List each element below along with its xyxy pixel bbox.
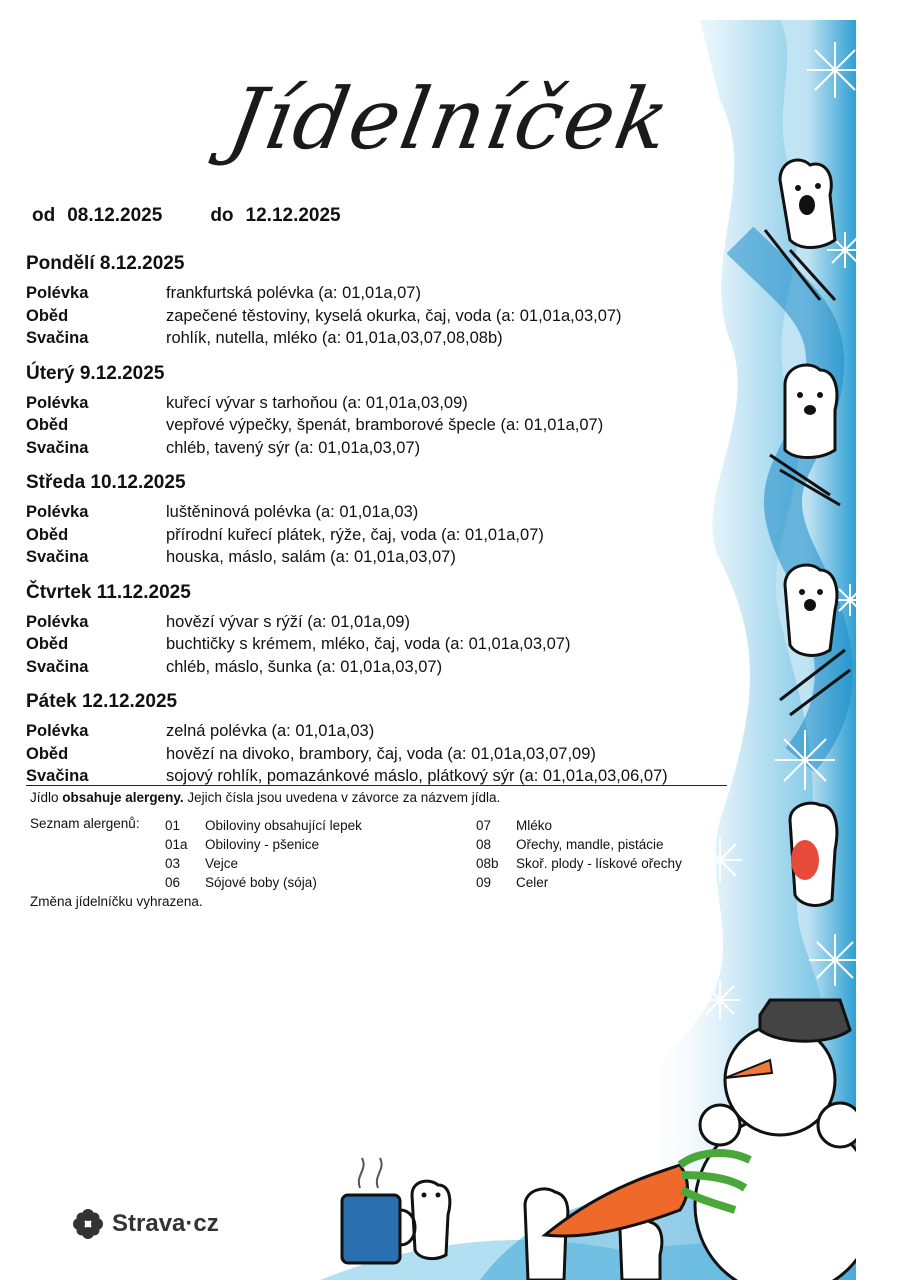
meal-label: Svačina	[26, 548, 89, 566]
allergen-name: Skoř. plody - lískové ořechy	[516, 856, 682, 871]
meal-text: hovězí vývar s rýží (a: 01,01a,09)	[166, 612, 410, 631]
allergen-item	[165, 873, 362, 892]
meal-text: chléb, tavený sýr (a: 01,01a,03,07)	[166, 438, 421, 457]
day-monday	[26, 250, 726, 350]
day-tuesday	[26, 360, 726, 460]
period-from-label: od	[32, 205, 56, 226]
meal-text: vepřové výpečky, špenát, bramborové špecle (a: 01,01a,07)	[166, 416, 604, 434]
meal-row	[26, 305, 726, 328]
allergen-code: 01a	[165, 837, 188, 852]
allergen-item	[476, 816, 682, 835]
allergen-name: Mléko	[516, 818, 553, 833]
meal-row	[26, 633, 726, 656]
day-thursday	[26, 579, 726, 679]
meal-text: buchtičky s krémem, mléko, čaj, voda (a: 01,01a,03,07)	[166, 635, 571, 653]
allergen-code: 09	[476, 875, 492, 890]
allergen-item	[476, 835, 682, 854]
meal-row	[26, 327, 726, 350]
period-to-date: 12.12.2025	[245, 205, 341, 226]
meal-row	[26, 501, 726, 524]
day-title: Čtvrtek 11.12.2025	[26, 581, 191, 603]
meal-row	[26, 414, 726, 437]
meal-row	[26, 743, 726, 766]
period-from-date: 08.12.2025	[67, 205, 163, 226]
allergen-name: Obiloviny obsahující lepek	[205, 818, 362, 833]
period-to-label: do	[210, 205, 234, 226]
day-title: Pátek 12.12.2025	[26, 691, 178, 712]
allergen-item	[165, 816, 362, 835]
allergen-note-suffix: Jejich čísla jsou uvedena v závorce za názvem jídla.	[183, 790, 501, 805]
meal-row	[26, 282, 726, 305]
allergen-name: Obiloviny - pšenice	[205, 837, 320, 852]
allergen-code: 03	[165, 856, 181, 871]
meal-label: Oběd	[26, 525, 69, 544]
day-title: Středa 10.12.2025	[26, 472, 186, 493]
meal-label: Svačina	[26, 767, 89, 785]
allergen-name: Ořechy, mandle, pistácie	[516, 837, 664, 852]
menu-period	[32, 205, 341, 227]
allergen-code: 08	[476, 837, 492, 852]
meal-row	[26, 611, 726, 634]
allergen-note	[30, 790, 500, 805]
day-friday	[26, 688, 726, 788]
day-title: Úterý 9.12.2025	[26, 362, 165, 384]
allergen-note-bold: obsahuje alergeny.	[62, 790, 184, 805]
meal-label: Svačina	[26, 657, 89, 676]
allergen-note-prefix: Jídlo	[30, 790, 63, 805]
allergen-code: 06	[165, 875, 181, 890]
meal-text: kuřecí vývar s tarhoňou (a: 01,01a,03,09)	[166, 393, 468, 412]
allergen-name: Vejce	[205, 856, 239, 871]
meal-text: přírodní kuřecí plátek, rýže, čaj, voda (a: 01,01a,07)	[166, 525, 544, 544]
meal-row	[26, 546, 726, 569]
meal-label: Svačina	[26, 329, 89, 347]
allergen-column-2	[476, 816, 682, 892]
day-title: Pondělí 8.12.2025	[26, 253, 185, 274]
allergen-column-1	[165, 816, 362, 892]
meal-label: Oběd	[26, 744, 69, 763]
meal-label: Oběd	[26, 416, 69, 434]
meal-text: zapečené těstoviny, kyselá okurka, čaj, voda (a: 01,01a,03,07)	[166, 306, 622, 325]
allergen-item	[476, 873, 682, 892]
meal-row	[26, 524, 726, 547]
meal-text: houska, máslo, salám (a: 01,01a,03,07)	[166, 548, 456, 566]
meal-label: Polévka	[26, 612, 89, 631]
meal-label: Polévka	[26, 393, 89, 412]
allergen-name: Celer	[516, 875, 549, 890]
meal-label: Polévka	[26, 284, 89, 302]
divider	[26, 785, 727, 786]
change-note: Změna jídelníčku vyhrazena.	[30, 894, 203, 909]
brand-name: Strava·cz	[112, 1210, 219, 1237]
allergen-code: 01	[165, 818, 181, 833]
title-script: Jídelníček	[221, 70, 679, 168]
meal-text: frankfurtská polévka (a: 01,01a,07)	[166, 284, 421, 302]
allergen-list-header: Seznam alergenů:	[30, 816, 140, 831]
page-title	[200, 30, 679, 210]
page-edge	[856, 0, 905, 1280]
meal-row	[26, 437, 726, 460]
allergen-item	[165, 835, 362, 854]
meal-label: Oběd	[26, 635, 69, 653]
allergen-name: Sójové boby (sója)	[205, 875, 317, 890]
allergen-item	[476, 854, 682, 873]
meal-label: Polévka	[26, 722, 89, 740]
meal-text: zelná polévka (a: 01,01a,03)	[166, 722, 375, 740]
meal-label: Oběd	[26, 306, 69, 325]
allergen-item	[165, 854, 362, 873]
allergen-code: 07	[476, 818, 492, 833]
meal-text: hovězí na divoko, brambory, čaj, voda (a: 01,01a,03,07,09)	[166, 744, 596, 763]
strava-brand	[72, 1208, 219, 1240]
weekly-menu	[26, 250, 726, 798]
allergen-code: 08b	[476, 856, 499, 871]
meal-row	[26, 392, 726, 415]
meal-text: sojový rohlík, pomazánkové máslo, plátkový sýr (a: 01,01a,03,06,07)	[166, 767, 668, 785]
meal-text: chléb, máslo, šunka (a: 01,01a,03,07)	[166, 657, 443, 676]
meal-label: Polévka	[26, 503, 89, 521]
meal-text: rohlík, nutella, mléko (a: 01,01a,03,07,08,08b)	[166, 329, 503, 347]
meal-label: Svačina	[26, 438, 89, 457]
meal-row	[26, 656, 726, 679]
meal-text: luštěninová polévka (a: 01,01a,03)	[166, 503, 419, 521]
meal-row	[26, 720, 726, 743]
flower-logo-icon	[72, 1208, 104, 1240]
day-wednesday	[26, 469, 726, 569]
